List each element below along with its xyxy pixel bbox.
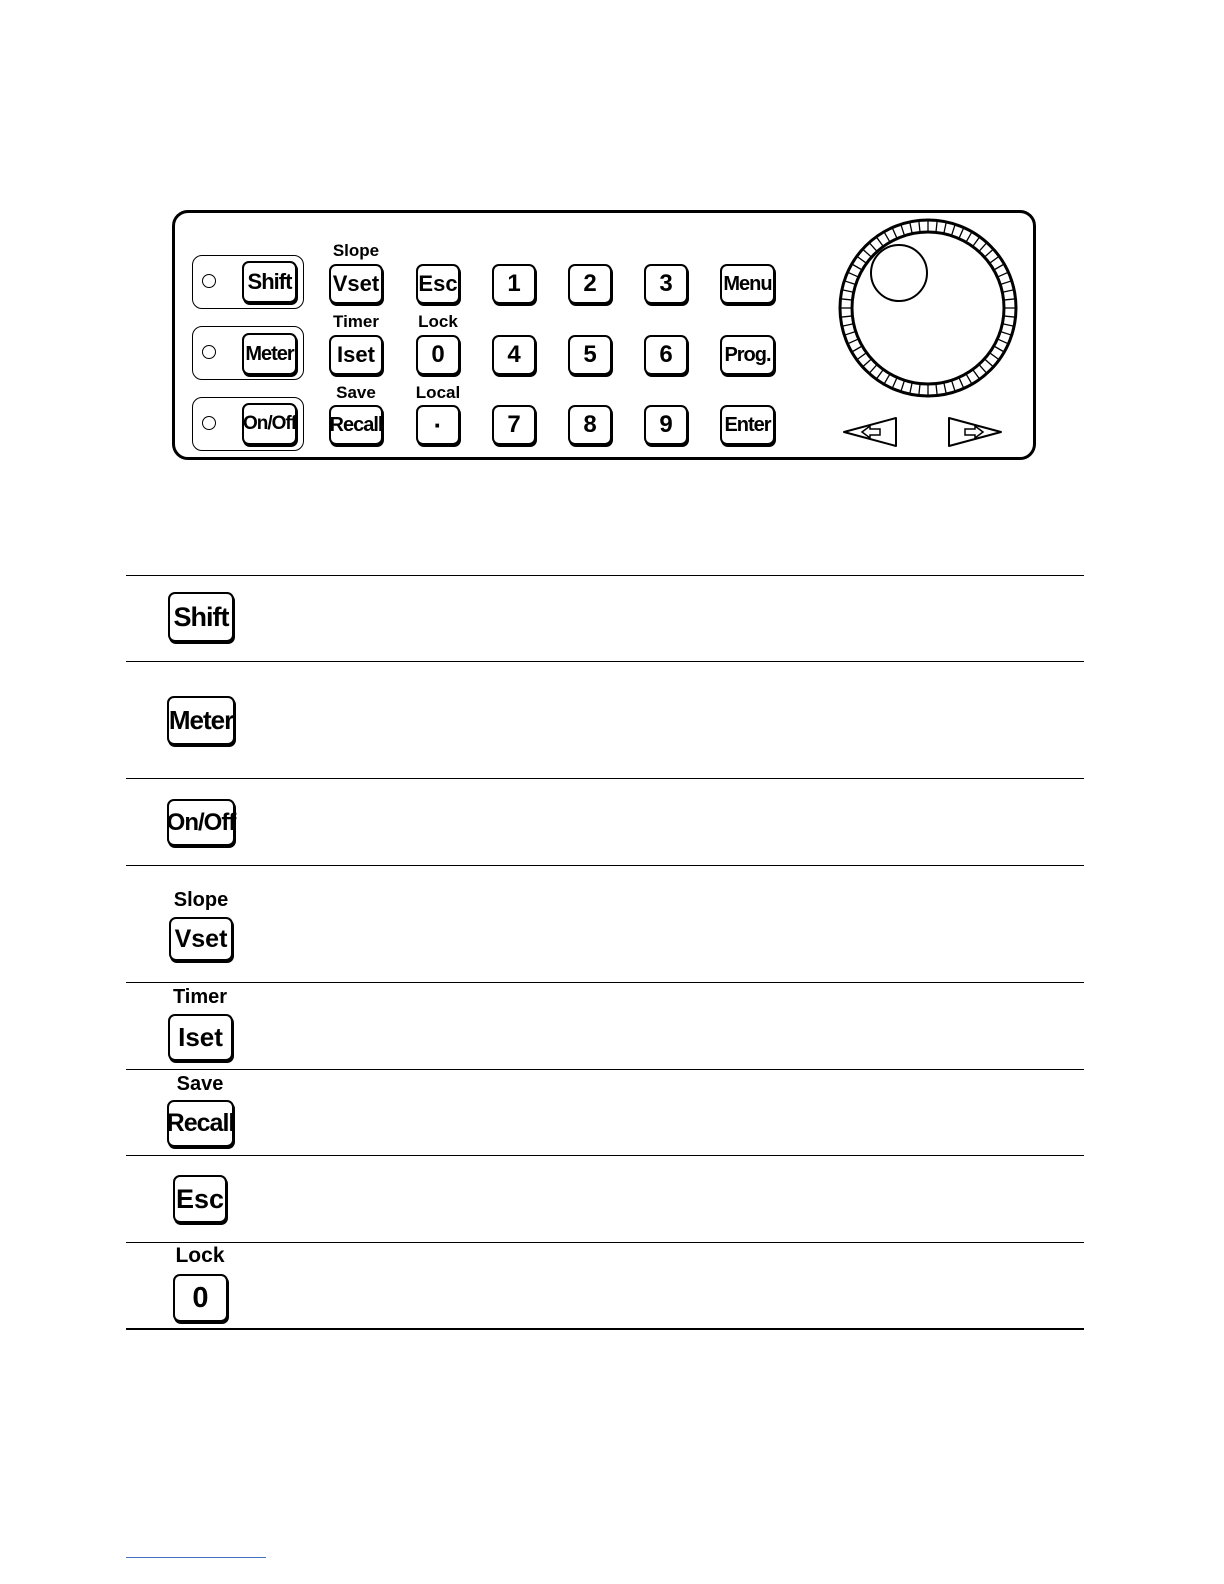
knob-tick bbox=[951, 224, 955, 235]
knob-tick bbox=[973, 237, 980, 247]
knob-tick bbox=[966, 374, 972, 384]
table-row-shift-key: Shift bbox=[168, 592, 234, 642]
esc-key[interactable]: Esc bbox=[416, 264, 460, 304]
digit-1-key[interactable]: 1 bbox=[492, 264, 536, 304]
table-row-slope-label: Slope bbox=[173, 889, 229, 911]
iset-key[interactable]: Iset bbox=[329, 335, 383, 375]
knob-tick bbox=[844, 281, 855, 285]
table-row-divider bbox=[126, 982, 1084, 983]
decimal-point-key[interactable]: · bbox=[416, 405, 460, 445]
knob-tick bbox=[901, 380, 905, 391]
knob-tick bbox=[863, 249, 872, 257]
table-row-vset-key: Vset bbox=[169, 917, 233, 961]
table-row-save-label: Save bbox=[176, 1073, 224, 1095]
digit-2-key[interactable]: 2 bbox=[568, 264, 612, 304]
knob-tick bbox=[989, 256, 999, 263]
right-arrow-icon[interactable] bbox=[945, 414, 1003, 454]
enter-key[interactable]: Enter bbox=[720, 405, 775, 445]
knob-tick bbox=[1000, 331, 1011, 335]
knob-tick bbox=[997, 272, 1008, 277]
knob-tick bbox=[966, 232, 972, 242]
knob-tick bbox=[857, 256, 867, 263]
onoff-led-icon bbox=[202, 416, 216, 430]
digit-5-key[interactable]: 5 bbox=[568, 335, 612, 375]
table-row-divider bbox=[126, 1155, 1084, 1156]
table-row-divider bbox=[126, 1242, 1084, 1243]
knob-tick bbox=[936, 384, 937, 396]
knob-tick bbox=[951, 380, 955, 391]
knob-tick bbox=[919, 220, 920, 232]
table-row-divider bbox=[126, 1069, 1084, 1070]
local-label: Local bbox=[415, 383, 461, 402]
knob-tick bbox=[863, 359, 872, 367]
table-row-esc-key: Esc bbox=[173, 1175, 227, 1223]
knob-tick bbox=[994, 346, 1004, 352]
knob-finger-dimple bbox=[871, 245, 927, 301]
knob-tick bbox=[892, 377, 897, 388]
table-row-zero-key: 0 bbox=[173, 1274, 228, 1322]
knob-tick bbox=[1004, 316, 1016, 317]
knob-tick bbox=[936, 220, 937, 232]
digit-4-key[interactable]: 4 bbox=[492, 335, 536, 375]
table-row-timer-label: Timer bbox=[172, 986, 228, 1008]
knob-tick bbox=[959, 228, 964, 239]
table-row-onoff-key: On/Off bbox=[167, 799, 235, 846]
knob-tick bbox=[884, 374, 890, 384]
knob-tick bbox=[884, 232, 890, 242]
table-row-divider bbox=[126, 778, 1084, 779]
prog-key[interactable]: Prog. bbox=[720, 335, 775, 375]
knob-tick bbox=[869, 243, 877, 252]
knob-inner-ring bbox=[852, 232, 1004, 384]
shift-led-icon bbox=[202, 274, 216, 288]
lock-label: Lock bbox=[418, 312, 458, 331]
knob-tick bbox=[989, 353, 999, 360]
left-arrow-icon[interactable] bbox=[842, 414, 900, 454]
knob-tick bbox=[944, 222, 946, 234]
knob-tick bbox=[852, 264, 862, 270]
table-top-rule bbox=[126, 575, 1084, 576]
knob-tick bbox=[997, 339, 1008, 344]
save-label: Save bbox=[336, 383, 376, 402]
knob-tick bbox=[842, 324, 854, 326]
knob-tick bbox=[840, 316, 852, 317]
knob-tick bbox=[848, 272, 859, 277]
knob-tick bbox=[842, 290, 854, 292]
knob-tick bbox=[973, 369, 980, 379]
knob-tick bbox=[1000, 281, 1011, 285]
table-bottom-rule bbox=[126, 1328, 1084, 1330]
meter-led-icon bbox=[202, 345, 216, 359]
knob-tick bbox=[840, 299, 852, 300]
knob-outer-ring bbox=[840, 220, 1016, 396]
knob-tick bbox=[959, 377, 964, 388]
meter-key[interactable]: Meter bbox=[242, 333, 297, 375]
rotary-knob-icon[interactable] bbox=[830, 210, 1026, 406]
knob-tick bbox=[1002, 290, 1014, 292]
knob-tick bbox=[901, 224, 905, 235]
knob-tick bbox=[892, 228, 897, 239]
knob-tick bbox=[1002, 324, 1014, 326]
knob-tick bbox=[994, 264, 1004, 270]
knob-tick bbox=[1004, 299, 1016, 300]
timer-label: Timer bbox=[333, 312, 379, 331]
knob-tick bbox=[979, 243, 987, 252]
knob-tick bbox=[919, 384, 920, 396]
menu-key[interactable]: Menu bbox=[720, 264, 775, 304]
knob-tick bbox=[944, 382, 946, 394]
knob-tick bbox=[979, 364, 987, 373]
table-row-divider bbox=[126, 865, 1084, 866]
knob-tick bbox=[910, 382, 912, 394]
knob-tick bbox=[869, 364, 877, 373]
digit-3-key[interactable]: 3 bbox=[644, 264, 688, 304]
table-row-divider bbox=[126, 661, 1084, 662]
table-row-iset-key: Iset bbox=[168, 1014, 233, 1061]
vset-key[interactable]: Vset bbox=[329, 264, 383, 304]
onoff-key[interactable]: On/Off bbox=[242, 403, 297, 445]
slope-label: Slope bbox=[332, 241, 380, 260]
table-row-recall-key: Recall bbox=[167, 1100, 234, 1147]
digit-8-key[interactable]: 8 bbox=[568, 405, 612, 445]
footnote-separator bbox=[126, 1557, 266, 1558]
knob-tick bbox=[852, 346, 862, 352]
shift-key[interactable]: Shift bbox=[242, 261, 297, 303]
recall-key[interactable]: Recall bbox=[329, 405, 383, 445]
digit-6-key[interactable]: 6 bbox=[644, 335, 688, 375]
digit-9-key[interactable]: 9 bbox=[644, 405, 688, 445]
knob-tick bbox=[857, 353, 867, 360]
knob-tick bbox=[984, 359, 993, 367]
knob-tick bbox=[910, 222, 912, 234]
knob-tick bbox=[848, 339, 859, 344]
knob-tick bbox=[984, 249, 993, 257]
knob-tick bbox=[844, 331, 855, 335]
knob-tick bbox=[876, 369, 883, 379]
zero-key[interactable]: 0 bbox=[416, 335, 460, 375]
digit-7-key[interactable]: 7 bbox=[492, 405, 536, 445]
table-row-meter-key: Meter bbox=[167, 696, 235, 745]
table-row-lock-label: Lock bbox=[175, 1244, 225, 1267]
knob-tick bbox=[876, 237, 883, 247]
